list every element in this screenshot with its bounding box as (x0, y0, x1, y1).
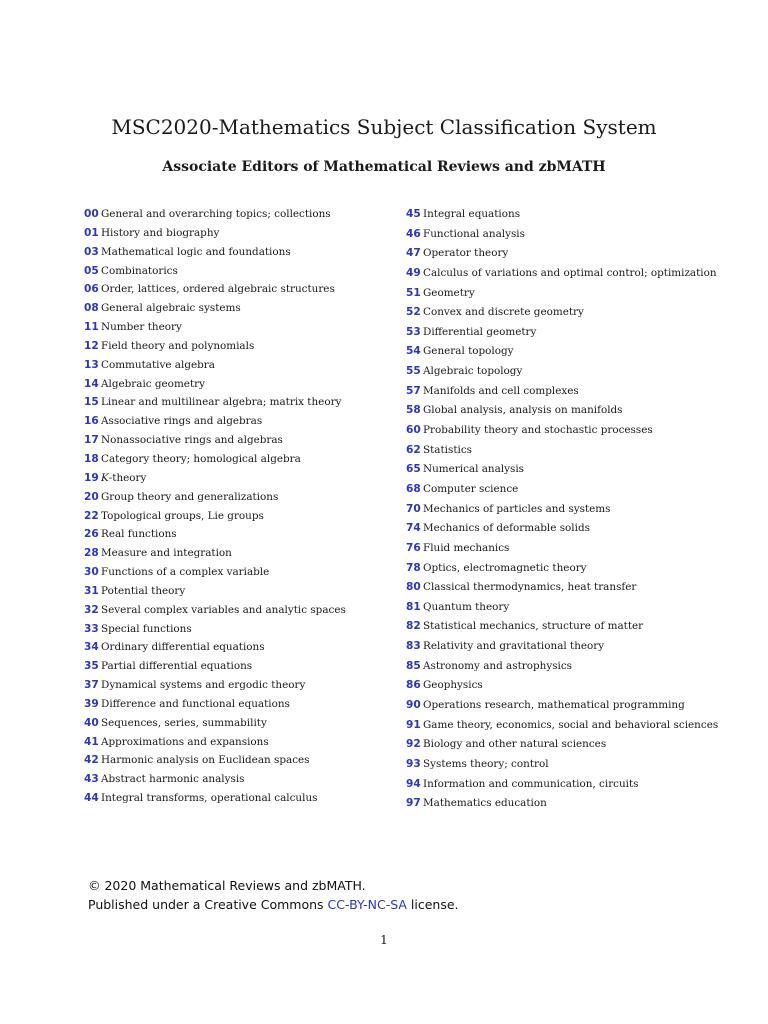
classification-entry (84, 563, 384, 582)
classification-subject: Commutative algebra (101, 358, 215, 371)
classification-subject: Relativity and gravitational theory (423, 640, 605, 653)
classification-subject: General and overarching topics; collections (101, 208, 331, 220)
classification-entry (406, 244, 736, 264)
classification-entry (406, 716, 736, 736)
classification-code[interactable]: 82 (406, 620, 421, 633)
classification-code[interactable]: 33 (84, 622, 99, 635)
classification-subject: Approximations and expansions (101, 735, 269, 748)
classification-subject: Harmonic analysis on Euclidean spaces (101, 754, 310, 767)
classification-code[interactable]: 43 (84, 773, 99, 786)
classification-entry (406, 519, 736, 539)
classification-entry (84, 676, 384, 695)
classification-code[interactable]: 62 (406, 443, 421, 456)
classification-subject: Operator theory (423, 247, 509, 260)
classification-entry (406, 735, 736, 755)
classification-subject: Dynamical systems and ergodic theory (101, 679, 306, 692)
classification-entry (406, 460, 736, 480)
classification-subject: Mechanics of particles and systems (423, 502, 611, 515)
classification-entry (84, 337, 384, 356)
classification-entry (406, 676, 736, 696)
classification-entry (406, 323, 736, 343)
left-subject-column (84, 205, 384, 808)
classification-entry (84, 733, 384, 752)
classification-entry (406, 421, 736, 441)
classification-entry (84, 751, 384, 770)
classification-subject: Numerical analysis (423, 463, 524, 476)
classification-code[interactable]: 08 (84, 302, 99, 315)
classification-entry (84, 770, 384, 789)
document-title: MSC2020-Mathematics Subject Classification System (111, 115, 657, 139)
classification-subject: Manifolds and cell complexes (423, 384, 579, 397)
classification-code[interactable]: 14 (84, 377, 99, 390)
classification-subject: Global analysis, analysis on manifolds (423, 404, 623, 417)
classification-entry (84, 262, 384, 281)
classification-code[interactable]: 44 (84, 792, 99, 805)
classification-entry (406, 480, 736, 500)
classification-subject: History and biography (101, 226, 220, 239)
classification-code[interactable]: 85 (406, 659, 421, 672)
classification-subject: Topological groups, Lie groups (101, 509, 264, 522)
classification-entry (406, 284, 736, 304)
classification-subject: Algebraic topology (423, 365, 523, 378)
classification-entry (84, 714, 384, 733)
classification-subject: Integral equations (423, 208, 521, 220)
classification-code[interactable]: 76 (406, 541, 421, 554)
classification-subject: Associative rings and algebras (101, 415, 263, 428)
classification-code[interactable]: 94 (406, 777, 421, 790)
classification-subject: Several complex variables and analytic spaces (101, 603, 346, 616)
classification-entry (84, 488, 384, 507)
classification-subject: General algebraic systems (101, 302, 241, 315)
classification-entry (406, 617, 736, 637)
license-notice (88, 895, 459, 914)
classification-entry (84, 601, 384, 620)
classification-code[interactable]: 60 (406, 424, 421, 437)
classification-entry (84, 280, 384, 299)
classification-subject: Mathematical logic and foundations (101, 245, 291, 258)
classification-subject: Geometry (423, 286, 475, 299)
classification-code[interactable]: 06 (84, 283, 99, 296)
classification-code[interactable]: 05 (84, 264, 99, 277)
classification-subject: Optics, electromagnetic theory (423, 561, 587, 574)
classification-entry (406, 637, 736, 657)
classification-code[interactable]: 00 (84, 208, 99, 220)
classification-code[interactable]: 16 (84, 415, 99, 428)
classification-code[interactable]: 92 (406, 738, 421, 751)
classification-code[interactable]: 17 (84, 434, 99, 447)
classification-subject: Astronomy and astrophysics (423, 659, 572, 672)
classification-entry (84, 695, 384, 714)
classification-code[interactable]: 15 (84, 396, 99, 409)
classification-entry (406, 500, 736, 520)
copyright-notice: © 2020 Mathematical Reviews and zbMATH. (88, 878, 366, 893)
classification-code[interactable]: 22 (84, 509, 99, 522)
classification-entry (84, 205, 384, 224)
classification-code[interactable]: 97 (406, 797, 421, 810)
classification-code[interactable]: 12 (84, 339, 99, 352)
classification-code[interactable]: 53 (406, 325, 421, 338)
classification-subject: Abstract harmonic analysis (101, 773, 245, 786)
classification-subject: Potential theory (101, 584, 186, 597)
classification-code[interactable]: 01 (84, 226, 99, 239)
classification-subject: Mathematics education (423, 797, 547, 810)
classification-code[interactable]: 31 (84, 584, 99, 597)
classification-code[interactable]: 83 (406, 640, 421, 653)
classification-code[interactable]: 54 (406, 345, 421, 358)
classification-entry (84, 657, 384, 676)
classification-subject: Functional analysis (423, 227, 525, 240)
classification-subject: Mechanics of deformable solids (423, 522, 590, 535)
classification-subject: Category theory; homological algebra (101, 452, 301, 465)
classification-code[interactable]: 19 (84, 471, 99, 484)
classification-entry (406, 696, 736, 716)
classification-entry (84, 789, 384, 808)
classification-entry (84, 299, 384, 318)
classification-subject: Classical thermodynamics, heat transfer (423, 581, 637, 594)
classification-entry (84, 450, 384, 469)
classification-subject: Calculus of variations and optimal control; optimization (423, 266, 717, 279)
classification-code[interactable]: 03 (84, 245, 99, 258)
classification-subject: Ordinary differential equations (101, 641, 265, 654)
license-suffix: license. (406, 897, 459, 912)
classification-subject: Quantum theory (423, 600, 510, 613)
right-subject-column (406, 205, 736, 814)
classification-entry (406, 539, 736, 559)
classification-entry (406, 794, 736, 814)
classification-code[interactable]: 18 (84, 452, 99, 465)
classification-code[interactable]: 20 (84, 490, 99, 503)
classification-subject: Special functions (101, 622, 192, 635)
classification-entry (84, 431, 384, 450)
classification-subject: Fluid mechanics (423, 541, 510, 554)
classification-subject: Geophysics (423, 679, 483, 692)
classification-subject: Convex and discrete geometry (423, 306, 584, 319)
classification-code[interactable]: 51 (406, 286, 421, 299)
classification-code[interactable]: 37 (84, 679, 99, 692)
classification-code[interactable]: 34 (84, 641, 99, 654)
classification-subject: Real functions (101, 528, 177, 541)
classification-subject: K-theory (101, 471, 147, 484)
classification-code[interactable]: 45 (406, 208, 421, 220)
classification-code[interactable]: 35 (84, 660, 99, 673)
classification-entry (84, 318, 384, 337)
classification-code[interactable]: 26 (84, 528, 99, 541)
classification-subject: Measure and integration (101, 547, 232, 560)
classification-entry (406, 362, 736, 382)
classification-entry (406, 775, 736, 795)
classification-code[interactable]: 13 (84, 358, 99, 371)
license-link[interactable]: CC-BY-NC-SA (327, 897, 407, 912)
classification-entry (84, 393, 384, 412)
classification-entry (406, 578, 736, 598)
classification-subject: Field theory and polynomials (101, 339, 255, 352)
classification-entry (84, 638, 384, 657)
classification-entry (84, 469, 384, 488)
classification-subject: Nonassociative rings and algebras (101, 434, 283, 447)
classification-subject: Partial differential equations (101, 660, 253, 673)
classification-subject: Linear and multilinear algebra; matrix theory (101, 396, 342, 409)
classification-code[interactable]: 40 (84, 716, 99, 729)
classification-subject: Statistics (423, 443, 472, 456)
classification-entry (406, 401, 736, 421)
classification-entry (406, 559, 736, 579)
classification-code[interactable]: 55 (406, 365, 421, 378)
classification-subject: Differential geometry (423, 325, 537, 338)
classification-subject: Group theory and generalizations (101, 490, 279, 503)
classification-code[interactable]: 52 (406, 306, 421, 319)
classification-subject: Algebraic geometry (101, 377, 205, 390)
classification-subject: Combinatorics (101, 264, 178, 277)
classification-subject: Probability theory and stochastic processes (423, 424, 653, 437)
footer (88, 876, 459, 914)
classification-subject: Systems theory; control (423, 757, 549, 770)
classification-entry (406, 598, 736, 618)
classification-code[interactable]: 11 (84, 321, 99, 334)
classification-code[interactable]: 46 (406, 227, 421, 240)
license-prefix: Published under a Creative Commons (88, 897, 328, 912)
classification-subject: Information and communication, circuits (423, 777, 639, 790)
classification-code[interactable]: 57 (406, 384, 421, 397)
classification-code[interactable]: 47 (406, 247, 421, 260)
classification-code[interactable]: 68 (406, 482, 421, 495)
classification-subject: Computer science (423, 482, 519, 495)
classification-entry (84, 375, 384, 394)
classification-subject: Biology and other natural sciences (423, 738, 607, 751)
classification-code[interactable]: 74 (406, 522, 421, 535)
classification-entry (84, 412, 384, 431)
classification-code[interactable]: 39 (84, 697, 99, 710)
classification-entry (84, 224, 384, 243)
classification-code[interactable]: 41 (84, 735, 99, 748)
classification-entry (406, 342, 736, 362)
classification-entry (406, 303, 736, 323)
classification-entry (84, 582, 384, 601)
classification-subject: Statistical mechanics, structure of matter (423, 620, 644, 633)
classification-subject: Sequences, series, summability (101, 716, 267, 729)
classification-entry (84, 620, 384, 639)
classification-entry (406, 657, 736, 677)
classification-subject: Number theory (101, 321, 182, 334)
classification-entry (84, 507, 384, 526)
classification-code[interactable]: 30 (84, 566, 99, 579)
classification-subject: General topology (423, 345, 514, 358)
classification-entry (406, 225, 736, 245)
classification-code[interactable]: 42 (84, 754, 99, 767)
classification-entry (406, 382, 736, 402)
classification-entry (84, 243, 384, 262)
classification-entry (406, 205, 736, 225)
classification-code[interactable]: 93 (406, 757, 421, 770)
classification-subject: Order, lattices, ordered algebraic structures (101, 283, 335, 296)
classification-subject: Operations research, mathematical programming (423, 699, 685, 712)
classification-code[interactable]: 49 (406, 266, 421, 279)
classification-code[interactable]: 78 (406, 561, 421, 574)
classification-entry (84, 525, 384, 544)
classification-code[interactable]: 32 (84, 603, 99, 616)
page-number: 1 (380, 933, 388, 947)
classification-code[interactable]: 80 (406, 581, 421, 594)
classification-code[interactable]: 90 (406, 699, 421, 712)
classification-entry (406, 441, 736, 461)
classification-entry (406, 755, 736, 775)
classification-subject: Integral transforms, operational calculus (101, 792, 318, 805)
classification-code[interactable]: 81 (406, 600, 421, 613)
classification-code[interactable]: 28 (84, 547, 99, 560)
classification-code[interactable]: 91 (406, 718, 421, 731)
classification-subject: Functions of a complex variable (101, 566, 270, 579)
classification-subject: Game theory, economics, social and behavioral sciences (423, 718, 719, 731)
classification-code[interactable]: 70 (406, 502, 421, 515)
classification-entry (84, 544, 384, 563)
classification-subject: Difference and functional equations (101, 697, 290, 710)
document-subtitle: Associate Editors of Mathematical Reviews and zbMATH (162, 159, 606, 175)
classification-code[interactable]: 86 (406, 679, 421, 692)
classification-code[interactable]: 58 (406, 404, 421, 417)
classification-entry (84, 356, 384, 375)
classification-entry (406, 264, 736, 284)
classification-code[interactable]: 65 (406, 463, 421, 476)
